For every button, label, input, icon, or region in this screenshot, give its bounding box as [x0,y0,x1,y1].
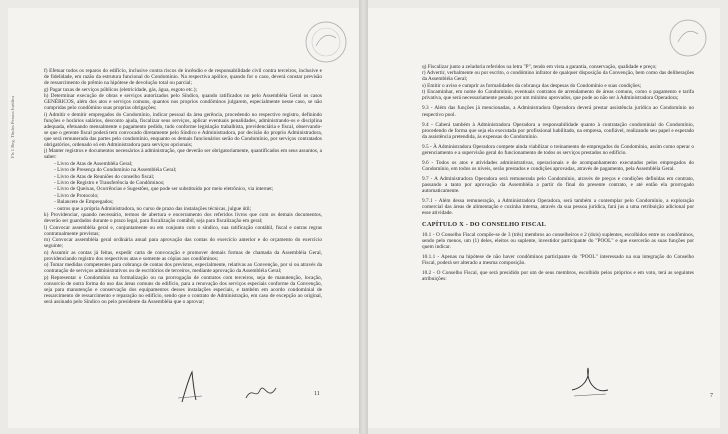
paragraph: - Livro de Registro e Transferência de Condôminos; [54,179,165,186]
paragraph: - outros que a própria Administradora, no curso de prazo das instalações técnicas, julgue útil; [54,205,252,212]
chapter-heading: CAPÍTULO X - DO CONSELHO FISCAL [422,221,546,229]
paragraph: o) Tomar medidas competentes para cobrança de contas dos previstos, especialmente, relativas ao Convenção, por si ou através da contratação de serviços administrativos ou de escritórios de terceiros, mediante aprovação da Assembléia Geral; [44,262,322,275]
signature-icon [568,360,612,400]
right-page [368,8,720,428]
paragraph: n) Assumir as contas já feitas, expedir carta de convocação e promover demais formas de chamada da Assembléia Geral, providenciando registro dos respectivos atas e somente as cópias aos condôminos; [44,249,322,262]
paragraph: h) Determinar execução de obras e serviços autorizados pelo Síndico, quando ratificados no pelo Assembléia Geral os casos GENÉRICOS, além dos atos e serviços comuns, quantos nos proprios condôminos julgarem, especialmente nesse caso, se não cumpridas pelo condômino suas proprias obrigações; [44,92,322,112]
paragraph: t) Encaminhar, em nome do Condomínio, eventuais contratos de arrendamento de áreas comuns, como o pagamento e tarifa privativa, que será necessariamente pesado por um mínimo aprovados, que pode ao não ser à Administradora Operadora; [422,89,694,102]
paragraph: - Livro de Protocolo; [54,192,99,199]
paragraph: l) Convocar assembléia geral e, conjuntamente ou em conjunto com o síndico, sua ratificação contábil, fiscal e outras regras contratualmente previstas; [44,224,322,237]
paragraph: q) Fiscalizar junto a zeladoria referidos na letra "P", tendo em vista a garantia, conservação, qualidade e preço; [422,64,657,70]
paragraph: i) Admitir e demitir empregados do Condomínio, indicar pessoal da área gerência, procedendo no respectivo registro, definindo funções e horários salários, desconto ajuda, fiscalizar seus serviços, aplicar eventuais penalidades, administrando-os e disciplina adequada, efetuando mensalmente o pagamento pedido, tudo conforme legislação trabalhista, previdenciária e fiscal, observando-se que o gerente fiscal poderá tem convocado diretamente pelo Síndico e Administradora, por decisão do proprio Administradora, que será remunerada das partes pelo condomínio, enquanto os demais funcionários serão do Condomínio, por serviços contratados obrigatórios, ordenado só em Administradora para serviços opcionais; [44,111,322,148]
paragraph: j) Manter registros e documentos necessários à administração, que deverão ser obrigatoriamente, quantificados em seus assuntos, a saber: [44,148,322,161]
paragraph: 10.2 - O Conselho Fiscal, que será presidido por um de seus membros, escolhido pelos próprios e em voto, terá as seguintes atribuições: [422,270,694,283]
paragraph: - Livro de Atas de Assembléia Geral; [54,160,133,167]
paragraph: f) Efetuar todos os reparos do edifício, inclusive contra riscos de incêndio e de responsabilidade civil contra terceiros, inclusive e de fidelidade, em razão da estrutura funcional do Condomínio. Na respectiva apólice, quando for o caso, deverá constar previsão de ressarcimento do prêmio na hipótese de devolução total ou parcial; [44,68,322,87]
signature-icon [244,380,278,406]
registry-side-note: Fls 1 Reg. Títulos Pessoa Jurídica [10,95,15,158]
paragraph: 9.3 - Além das funções já mencionadas, a Administradora Operadora deverá prestar assistência jurídica ao Condomínio no respectivo pool. [422,105,694,118]
paragraph: 9.6 - Todos os atos e atividades administrativas, operacionais e de acompanhamento executados pelos empregados do Condomínio, em todos os níveis, serão prestados e condições aprovadas, através de pagamento, pela Assembléia Geral. [422,159,694,172]
paragraph: p) Representar o Condomínio na formalização ou na prorrogação de contratos com terceiros, seja de manutenção, locação, consorcio de outra forma do uso das áreas comuns do edifício, para a renovação dos serviços especiais conforme da Convenção, seja para manutenção e conservação dos equipamentos desses instalações especiais, e também em acordo condominial de ressarcimento de ressarcimento e reparação no edifício, sendo que o contrato de Administração, em caso de excepção ao original, será assinado pelo Síndico ou pelo presidente da Assembléia que o aprovar; [44,274,322,305]
paragraph: s) Emitir o aviso e cumprir as formalidades da cobrança das despesas do Condomínio e suas condições; [422,82,642,89]
left-page [8,8,359,428]
paragraph: 10.1 - O Conselho Fiscal compõe-se de 3 (três) membros ao conselheiros e 2 (dois) suplentes, escolhidos entre os condôminos, sendo pelo menos, um (1) deles, eleitos ou suplente, investidor participante do "POOL" e que exercerão as suas funções por quem indicar. [422,232,694,251]
registry-stamp-icon [668,18,708,58]
paragraph: - Livro de Queixas, Ocorrências e Sugestões, que pode ser substituído por meio eletrônico, via internet; [54,186,274,193]
signature-icon [176,368,206,404]
right-text-column [422,64,694,384]
page-number: 7 [710,393,713,399]
paragraph: - Livro de Presença do Condomínio na Assembléia Geral; [54,167,177,174]
paragraph: k) Providenciar, quando necessário, termos de abertura e encerramento dos referidos livros que com os demais documentos, deverão ser guardados durante o prazo legal, para fiscalização contábil, seja para fiscalização em geral; [44,212,322,225]
page-number: 11 [314,391,320,397]
paragraph: - Livro de Atas de Reuniões do conselho fiscal; [54,173,155,180]
page-gutter [359,0,368,434]
paragraph: 9.7 - A Administradora Operadora será remunerada pelo Condomínio, através de preços e condições definidas em contrato, passando a tanto por aprovação da Assembléia a partir do final do presente contrato, e até então ela prorrogado automaticamente. [422,175,694,194]
paragraph: 10.1.1 - Apenas na hipótese de não haver condôminos participante do "POOL" interessado na sua integração do Conselho Fiscal, poderá ser alterado a mesma composição. [422,254,694,267]
paragraph: - Balancete de Empregados; [54,199,114,206]
paragraph: r) Advertir, verbalmente ou por escrito, o condômino infrator de qualquer disposição da Convenção, bem como das deliberações da Assembléia Geral; [422,70,694,83]
left-text-column [44,68,322,358]
registry-stamp-icon [304,20,348,64]
paragraph: 9.5 - À Administradora Operadora compete ainda viabilizar o treinamento de empregados do Condomínio, assim como operar o gerenciamento e a supervisão geral do funcionamento de todos os serviços prestados no edifício. [422,143,694,156]
paragraph: m) Convocar assembléia geral ordinária anual para aprovação das contas do exercício anterior e do orçamento do exercício seguinte; [44,237,322,250]
paragraph: 9.4 - Caberá também à Administradora Operadora a responsabilidade quanto à contratação condominial do Condomínio, procedendo de forma que seja ela executada por profissional habilitado, na empresa, confiável, realizando seu papel e esperado da assistência pretendida, às expensas do Condomínio. [422,121,694,140]
paragraph: g) Pagar taxas de serviços públicos (eletricidade, gás, água, esgoto etc.); [44,86,197,93]
paragraph: 9.7.1 - Além dessa remuneração, a Administradora Operadora, será também a contemplar pelo Condomínio, a exploração comercial das áreas de alimentação e cozinha interna, através da sua pessoa jurídica, fará jus a uma retribuição adicional por esse atividade. [422,198,694,217]
